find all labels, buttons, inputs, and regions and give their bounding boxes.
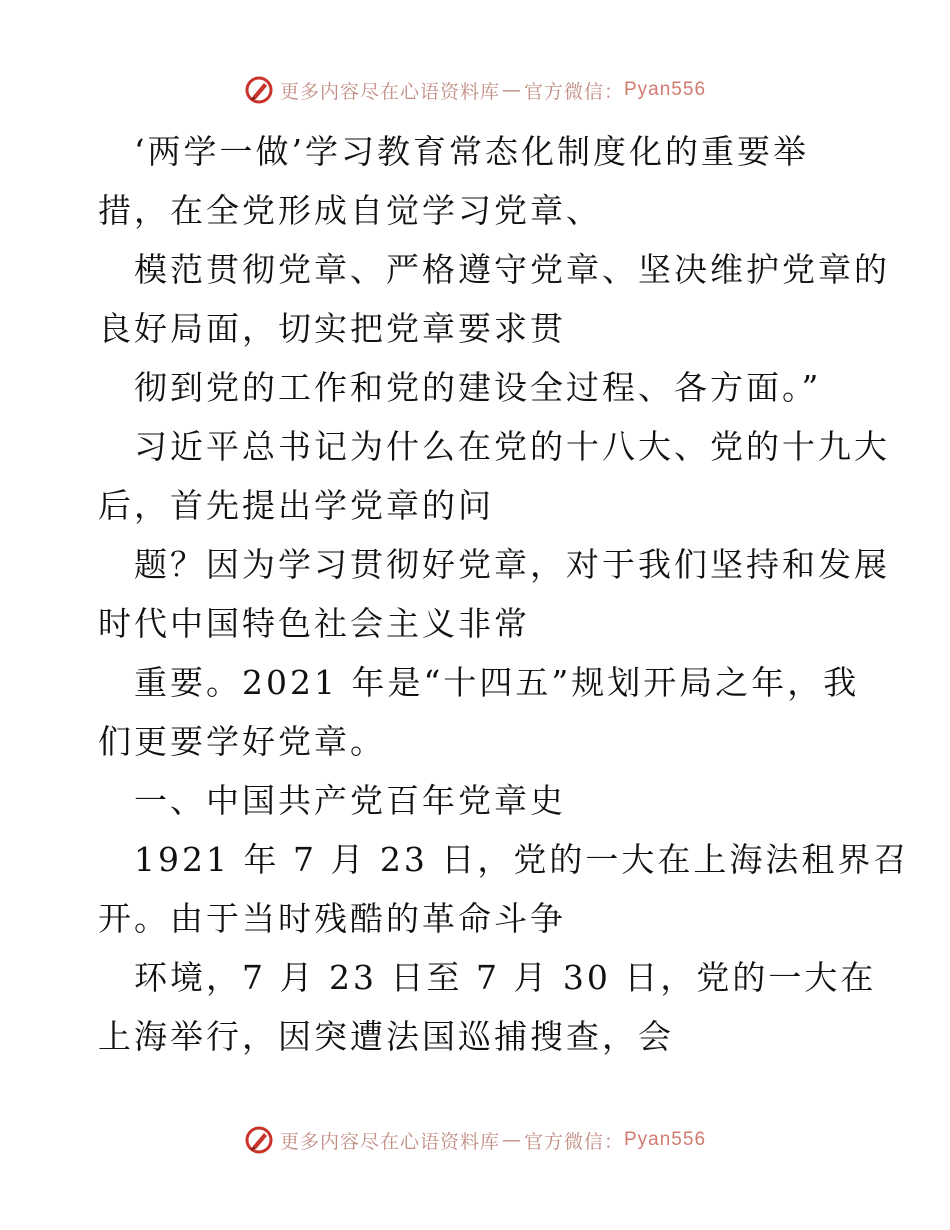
body-line: 1921 年 7 月 23 日，党的一大在上海法租界召 <box>98 840 910 879</box>
footer-site-label: 更多内容尽在心语资料库 <box>279 1130 500 1153</box>
body-line: 上海举行，因突遭法国巡捕搜查，会 <box>98 1017 674 1056</box>
pen-circle-logo-icon <box>244 75 274 105</box>
document-body <box>98 122 910 1066</box>
header-wechat-label: 官方微信： <box>523 80 624 103</box>
body-line: 良好局面，切实把党章要求贯 <box>98 309 566 348</box>
body-line: 措，在全党形成自觉学习党章、 <box>98 191 602 230</box>
header-banner <box>0 68 950 112</box>
body-line: 们更要学好党章。 <box>98 722 386 761</box>
body-line: 时代中国特色社会主义非常 <box>98 604 530 643</box>
header-separator: — <box>501 79 522 101</box>
footer-separator: — <box>501 1129 522 1151</box>
body-line: 模范贯彻党章、严格遵守党章、坚决维护党章的 <box>98 250 890 289</box>
body-line: ‘两学一做’学习教育常态化制度化的重要举 <box>98 132 809 171</box>
header-site-label: 更多内容尽在心语资料库 <box>279 80 500 103</box>
body-line: 后，首先提出学党章的问 <box>98 486 494 525</box>
pen-circle-logo-icon <box>244 1125 274 1155</box>
body-line: 习近平总书记为什么在党的十八大、党的十九大 <box>98 427 890 466</box>
header-wechat-id: Pyan556 <box>624 79 707 100</box>
body-line: 一、中国共产党百年党章史 <box>98 781 566 820</box>
body-line: 题？因为学习贯彻好党章，对于我们坚持和发展 <box>98 545 890 584</box>
body-line: 彻到党的工作和党的建设全过程、各方面。” <box>98 368 822 407</box>
footer-wechat-label: 官方微信： <box>523 1130 624 1153</box>
body-line: 开。由于当时残酷的革命斗争 <box>98 899 566 938</box>
body-line: 环境，7 月 23 日至 7 月 30 日，党的一大在 <box>98 958 877 997</box>
footer-banner <box>0 1118 950 1162</box>
body-line: 重要。2021 年是“十四五”规划开局之年，我 <box>98 663 860 702</box>
footer-wechat-id: Pyan556 <box>624 1129 707 1150</box>
